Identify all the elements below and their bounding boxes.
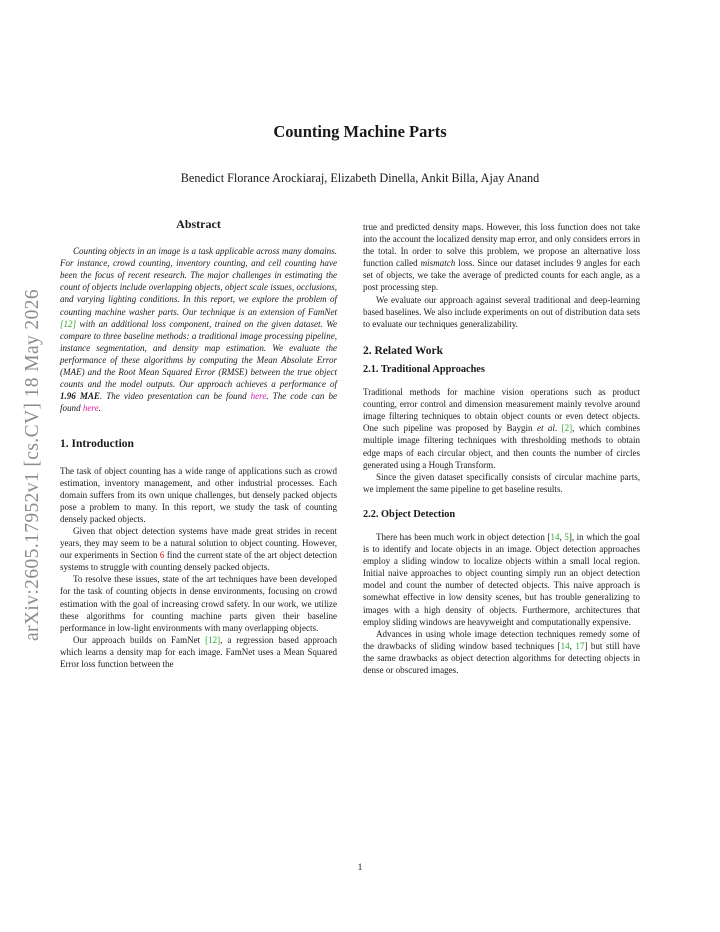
intro-paragraph: The task of object counting has a wide range of applications such as crowd estimation, inventory management, and other industrial processes. Each domain suffers from its own unique challenges, but densely packed objects pose a problem to many. In this report, we study the task of counting densely packed objects.	[60, 465, 337, 524]
body-text: ,	[569, 640, 576, 651]
citation-link[interactable]: [2]	[561, 423, 573, 434]
intro-paragraph	[60, 634, 337, 670]
left-column	[60, 218, 337, 670]
emphasized-term: et al	[536, 423, 555, 434]
body-text: ], in which the goal is to identify and locate objects in an image. Object detection approaches employ a sliding window to localize objects within a small local region. Initial naive approaches to object counting simply run an object detection model and count the number of detected objects. This naive approach is somewhat effective in low density scenes, but has trouble generalizing to images with a high density of objects. Furthermore, architectures that employ sliding windows are heavyweight and computationally expensive.	[363, 531, 640, 627]
intro-paragraph	[60, 525, 337, 573]
section-reference-link[interactable]: 6	[159, 550, 165, 561]
abstract-text: Counting objects in an image is a task applicable across many domains. For instance, crowd counting, inventory counting, and cell counting have been the focus of recent research. The major challenges in estimating the count of objects include overlapping objects, object scale issues, occlusions, and varying lighting conditions. In this report, we explore the problem of counting machine washer parts. Our technique is an extension of FamNet	[60, 246, 337, 317]
code-link[interactable]: here	[82, 403, 99, 414]
intro-text: Given that object detection systems have made great strides in recent years, they may seem to be a natural solution to object counting. However, our experiments in Section	[60, 525, 337, 561]
intro-paragraph: To resolve these issues, state of the art techniques have been developed for the task of counting objects in dense environments, focusing on crowd estimation with the goal of increasing crowd safety. In our work, we utilize these algorithms for counting machine parts given their baseline performance in low-light environments with many overlapping objects.	[60, 574, 337, 633]
abstract-text: . The code can be found	[60, 391, 337, 414]
citation-link[interactable]: 14	[560, 640, 570, 651]
arxiv-identifier-stamp	[18, 255, 48, 675]
citation-link[interactable]: 17	[575, 640, 585, 651]
related-work-heading: 2. Related Work	[363, 344, 443, 357]
body-paragraph: We evaluate our approach against several traditional and deep-learning based baselines. We also include experiments on out of distribution data sets to evaluate our techniques generalizability.	[363, 294, 640, 329]
body-text: ,	[559, 531, 565, 542]
body-paragraph	[363, 531, 640, 628]
author-list: Benedict Florance Arockiaraj, Elizabeth Dinella, Ankit Billa, Ajay Anand	[180, 171, 540, 185]
traditional-approaches-heading: 2.1. Traditional Approaches	[363, 363, 485, 375]
introduction-heading: 1. Introduction	[60, 438, 134, 451]
body-text: loss. Since our dataset includes 9 angles for each set of objects, we take the average of predicted counts for each angle, as a post processing step.	[363, 258, 640, 293]
body-text: true and predicted density maps. However, this loss function does not take into the account the localized density map error, and only considers errors in the total. In order to solve this problem, we propose an alternative loss function called	[363, 222, 640, 269]
page-number: 1	[357, 863, 363, 873]
body-text: , which combines multiple image filtering techniques with thresholding methods to obtain edge maps of each circular object, and then counts the number of circles generated using a Hough Transform.	[363, 423, 641, 470]
object-detection-heading: 2.2. Object Detection	[363, 508, 456, 520]
body-paragraph	[363, 221, 640, 294]
emphasized-term: mismatch	[420, 258, 456, 269]
citation-link[interactable]: [12]	[205, 634, 221, 645]
abstract-paragraph	[60, 245, 337, 414]
body-paragraph	[363, 386, 640, 471]
citation-link[interactable]: 5	[564, 531, 569, 542]
abstract-heading: Abstract	[176, 217, 221, 231]
video-link[interactable]: here	[250, 391, 267, 402]
intro-text: , a regression based approach which learns a density map for each image. FamNet uses a Mean Squared Error loss function between the	[60, 634, 337, 669]
abstract-text: . The video presentation can be found	[99, 391, 251, 402]
body-text: There has been much work in object detection [	[376, 531, 551, 542]
intro-text: Our approach builds on FamNet	[73, 634, 206, 645]
abstract-text: with an additional loss component, trained on the given dataset. We compare to three baseline methods: a traditional image processing pipeline, instance segmentation, and density map estimation. We evaluate the performance of these algorithms by computing the Mean Absolute Error (MAE) and the Root Mean Squared Error (RMSE) between the true object counts and the model outputs. Our approach achieves a performance of	[60, 318, 337, 390]
arxiv-stamp-text: arXiv:2605.17952v1 [cs.CV] 18 May 2026	[22, 288, 43, 642]
citation-link[interactable]: [12]	[60, 318, 77, 329]
intro-text: find the current state of the art object detection systems to struggle with counting densely packed objects.	[60, 550, 337, 573]
body-text: ] but still have the same drawbacks as object detection algorithms for detecting objects in dense or obscured images.	[363, 640, 641, 675]
body-text: Traditional methods for machine vision operations such as product counting, error control and dimension measurement mainly revolve around image filtering techniques to obtain object counts or even detect objects. One such pipeline was proposed by Baygin	[363, 387, 640, 434]
body-paragraph: Since the given dataset specifically consists of circular machine parts, we implement the same pipeline to get baseline results.	[363, 471, 640, 494]
paper-title: Counting Machine Parts	[273, 122, 447, 141]
right-column	[363, 221, 640, 676]
body-text: Advances in using whole image detection techniques remedy some of the drawbacks of sliding window based techniques [	[363, 628, 640, 651]
abstract-result: 1.96 MAE	[60, 391, 100, 402]
body-text: .	[554, 423, 562, 434]
abstract-text: .	[98, 403, 101, 414]
body-paragraph	[363, 628, 640, 676]
citation-link[interactable]: 14	[550, 531, 560, 542]
